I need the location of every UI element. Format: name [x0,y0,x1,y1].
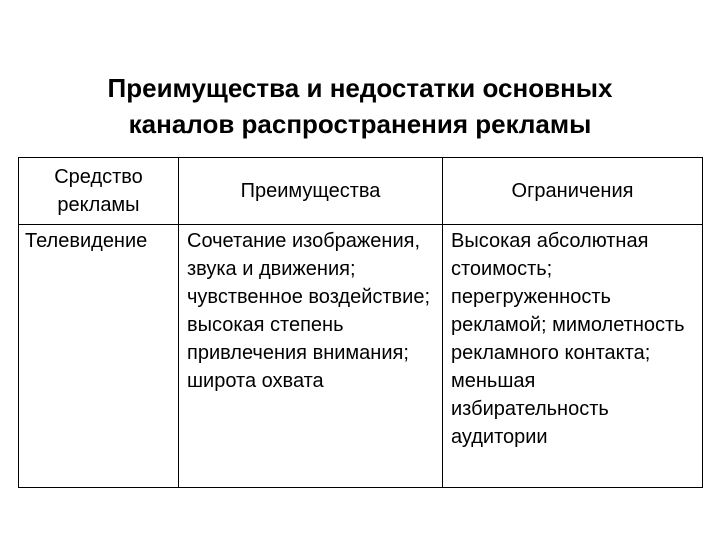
header-limitations: Ограничения [443,158,703,225]
advertising-channels-table [18,157,703,488]
table-row [19,225,703,488]
cell-advantages: Сочетание изображения, звука и движения; чувственное воздействие; высокая степень привлечения внимания; широта охвата [179,225,443,488]
slide-title [0,70,720,142]
cell-medium: Телевидение [19,225,179,488]
table-header-row [19,158,703,225]
slide-title-line-2: каналов распространения рекламы [128,109,592,139]
header-advantages: Преимущества [179,158,443,225]
cell-limitations: Высокая абсолютная стоимость; перегруженность рекламой; мимолетность рекламного контакта; меньшая избирательность аудитории [443,225,703,488]
slide-title-line-1: Преимущества и недостатки основных [107,73,613,103]
header-medium: Средство рекламы [19,158,179,225]
